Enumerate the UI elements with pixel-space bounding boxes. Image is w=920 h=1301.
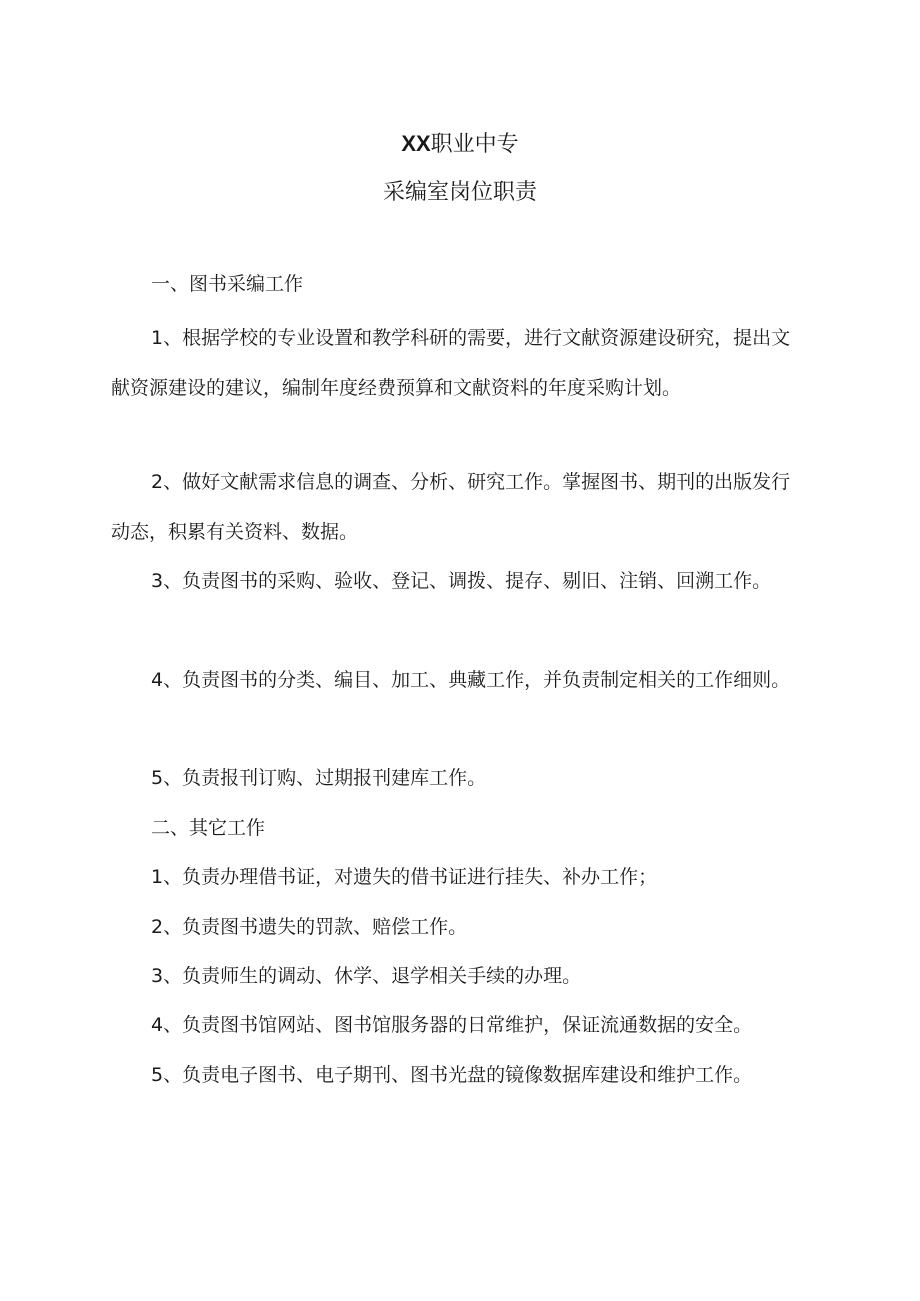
document-title [0,129,920,160]
section2-item-2: 2、负责图书遗失的罚款、赔偿工作。 [151,916,468,938]
section1-item-2: 2、做好文献需求信息的调查、分析、研究工作。掌握图书、期刊的出版发行动态，积累有关资料、数据。 [111,471,791,543]
section2-heading: 二、其它工作 [151,817,266,839]
section2-item-5: 5、负责电子图书、电子期刊、图书光盘的镜像数据库建设和维护工作。 [151,1064,753,1086]
section1-item-4: 4、负责图书的分类、编目、加工、典藏工作，并负责制定相关的工作细则。 [151,669,791,691]
section2-item-1: 1、负责办理借书证，对遗失的借书证进行挂失、补办工作； [151,866,658,888]
title-rest: 职业中专 [430,132,519,157]
section1-item-3: 3、负责图书的采购、验收、登记、调拨、提存、剔旧、注销、回溯工作。 [151,570,772,592]
title-prefix: XX [401,131,431,156]
section1-item-5: 5、负责报刊订购、过期报刊建库工作。 [151,767,487,789]
section1-item-1: 1、根据学校的专业设置和教学科研的需要，进行文献资源建设研究，提出文献资源建设的建议，编制年度经费预算和文献资料的年度采购计划。 [111,327,791,399]
section2-item-3: 3、负责师生的调动、休学、退学相关手续的办理。 [151,965,582,987]
section1-heading: 一、图书采编工作 [151,273,304,295]
section2-item-4: 4、负责图书馆网站、图书馆服务器的日常维护，保证流通数据的安全。 [151,1014,753,1036]
document-subtitle: 采编室岗位职责 [382,180,537,205]
